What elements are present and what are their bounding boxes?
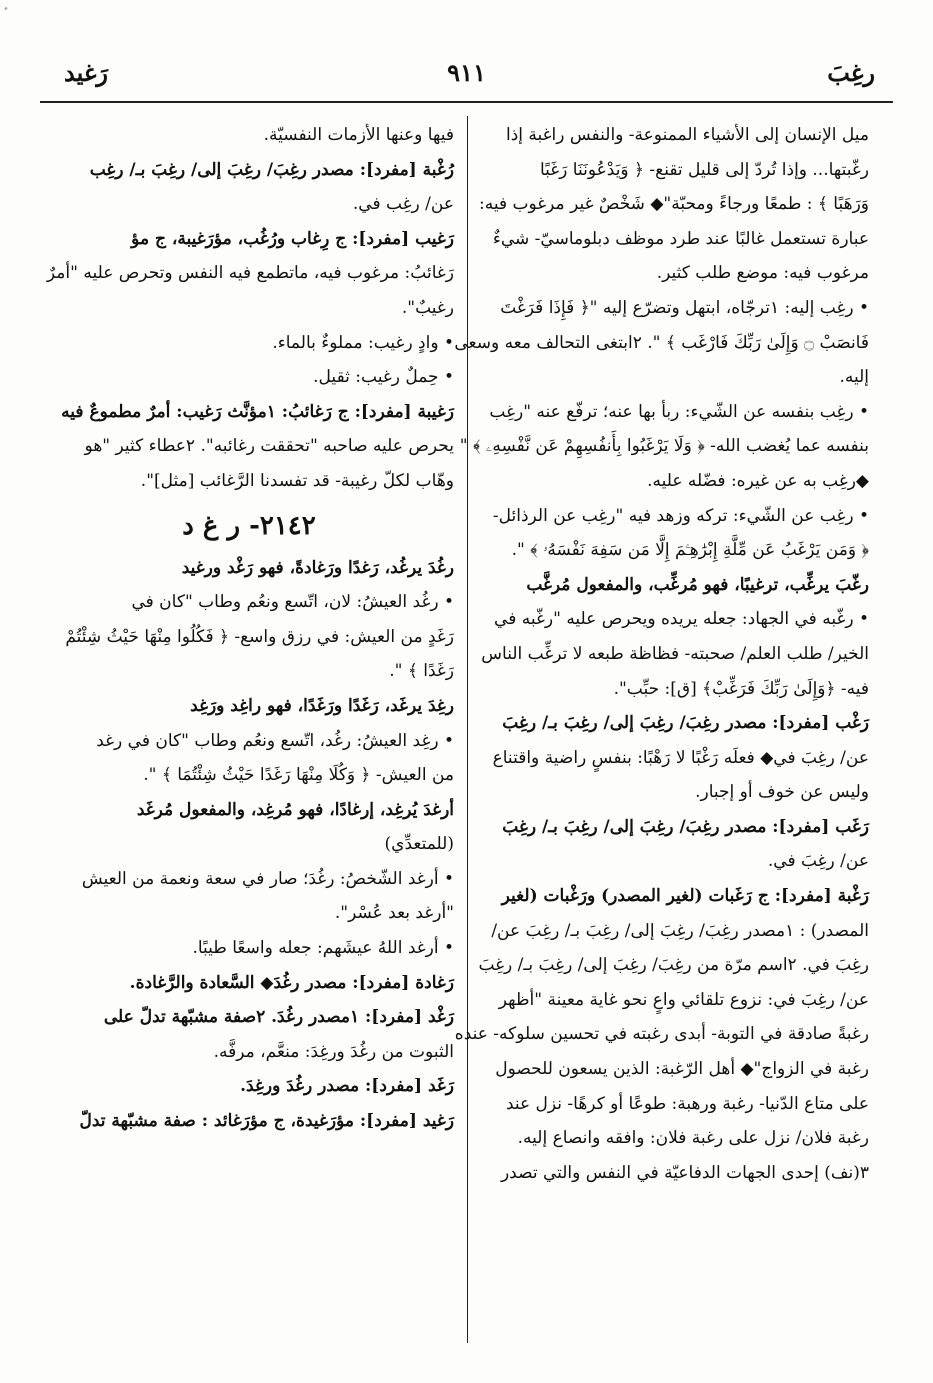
- text-line: • رغِد العيشُ: رغُد، اتّسع ونعُم وطاب "كان في رغد: [96, 730, 454, 751]
- text-line: • أرغد الشّخصُ: رغُدَ؛ صار في سعة ونعمة من العيش: [81, 868, 454, 889]
- text-line: رغّبَ يرغِّب، ترغيبًا، فهو مُرغِّب، والمفعول مُرغَّب: [526, 574, 869, 595]
- corner-mark: ﾞ: [4, 6, 11, 20]
- text-line: رَغَدًا ﴾ ".: [389, 661, 454, 682]
- right-column: [454, 118, 869, 1190]
- text-line: الثبوت من رغُدَ ورغِدَ: منعَّم، مرفَّه.: [213, 1041, 454, 1062]
- text-line: رغبةً صادقة في التوبة- أبدى رغبته في تحسين سلوكه- عنده: [454, 1024, 869, 1045]
- text-line: فيه- ﴿وَإِلَىٰ رَبِّكَ فَرَغِّبْ﴾ [ق]: حبِّب".: [613, 678, 869, 699]
- text-line: عن/ رغِبَ في: نزوع تلقائي واعٍ نحو غاية معينة "أظهر: [498, 989, 869, 1010]
- page-number: ٩١١: [447, 58, 486, 87]
- text-line: رَغيبة [مفرد]: ج رَغائبُ: ١مؤنَّث رَغيب: أمرٌ مطموعٌ فيه: [61, 401, 454, 422]
- text-line: من العيش- ﴿ وَكُلَا مِنْهَا رَغَدًا حَيْثُ شِئْتُمَا ﴾ ".: [143, 765, 454, 786]
- text-line: ميل الإنسان إلى الأشياء الممنوعة- والنفس راغبة إذا: [505, 125, 869, 145]
- text-line: • رغِب إليه: ١ترجّاه، ابتهل وتضرّع إليه "﴿ فَإِذَا فَرَغْتَ: [500, 297, 869, 318]
- text-line: رَغْبة [مفرد]: ج رَغَبات (لغير المصدر) ورَغْبات (لغير: [501, 886, 869, 907]
- text-line: عن/ رغِبَ في.: [767, 851, 869, 872]
- text-line: عن/ رغِبَ في◆ فعلَه رَغْبًا لا رَهْبًا: بنفسٍ راضية واقتناع: [492, 747, 869, 768]
- text-line: ﴿ وَمَن يَرْغَبُ عَن مِّلَّةِ إِبْرَٰهِـۧمَ إِلَّا مَن سَفِهَ نَفْسَهُۥ ﴾ ".: [511, 540, 869, 561]
- text-line: وليس عن خوف أو إجبار.: [695, 782, 869, 803]
- text-line: الخير/ طلب العلم/ صحبته- فظاظة طبعه لا ترغِّب الناس: [481, 643, 869, 664]
- text-line: رَغَب [مفرد]: مصدر رغِبَ/ رغِبَ إلى/ رغِبَ بـ/ رغِبَ: [502, 816, 869, 837]
- text-line: وَرَهَبًا ﴾ : طمعًا ورجاءً ومحبّة"◆ شَخْصٌ غير مرغوب فيه:: [479, 194, 869, 215]
- text-line: بنفسه عما يُغضب الله- ﴿ وَلَا يَرْغَبُوا بِأَنفُسِهِمْ عَن نَّفْسِهِۦ ﴾ ": [459, 436, 869, 457]
- text-line: ٣(نف) إحدى الجهات الدفاعيّة في النفس والتي تصدر: [500, 1162, 869, 1183]
- text-line: رغِدَ يرغَد، رَغَدًا ورَغَدًا، فهو راغِد ورَغِد: [190, 695, 454, 716]
- guide-word-last: رَغيد: [64, 58, 108, 87]
- text-line: رَغائبُ: مرغوب فيه، ماتطمع فيه النفس وتحرص عليه "أمرٌ: [46, 263, 454, 284]
- text-line: • وادٍ رغيب: مملوءٌ بالماء.: [272, 332, 454, 353]
- text-line: عن/ رغِب في.: [352, 194, 454, 215]
- header-rule: [40, 101, 893, 103]
- text-line: • رغُد العيشُ: لان، اتّسع ونعُم وطاب "كان في: [131, 592, 454, 613]
- text-line: على متاع الدّنيا- رغبة ورهبة: طوعًا أو كرهًا- نزل عند: [505, 1093, 869, 1114]
- text-line: "أرغد بعد عُسْر".: [334, 903, 454, 924]
- text-line: عبارة تستعمل غالبًا عند طرد موظف دبلوماسيّ- شيءٌ: [492, 228, 869, 249]
- left-column-part-b: [44, 551, 454, 1139]
- text-line: فَانصَبْ ۝ وَإِلَىٰ رَبِّكَ فَارْغَب ﴾ ". ٢ابتغى التحالف معه وسعى: [454, 332, 869, 353]
- text-line: رغُدَ يرغُد، رَغدًا ورَغادةً، فهو رَغْد ورغيد: [181, 557, 454, 578]
- text-line: رَغْد [مفرد]: ١مصدر رغُدَ. ٢صفة مشبّهة تدلّ على: [103, 1007, 454, 1028]
- guide-word-first: رغِبَ: [827, 58, 875, 87]
- text-line: إليه.: [839, 367, 869, 388]
- text-line: • حِملٌ رغيب: ثقيل.: [313, 367, 454, 388]
- text-line: فيها وعنها الأزمات النفسيّة.: [263, 125, 454, 145]
- left-column: [44, 118, 454, 1139]
- text-line: رَغيد [مفرد]: مؤرَغيدة، ج مؤرَغائد : صفة مشبّهة تدلّ: [79, 1111, 454, 1132]
- text-line: رغِبَ في. ٢اسم مرّة من رغِبَ/ رغِبَ إلى/ رغِبَ بـ/ رغِبَ: [478, 955, 869, 976]
- text-line: • رغّبه في الجهاد: جعله يريده ويحرص عليه "رغّبه في: [494, 609, 869, 630]
- text-line: ◆رغِب به عن غيره: فضّله عليه.: [647, 470, 869, 491]
- text-line: المصدر) : ١مصدر رغِبَ/ رغِبَ إلى/ رغِبَ بـ/ رغِبَ عن/: [491, 920, 869, 941]
- text-line: رَغَدٍ من العيش: في رزق واسع- ﴿ فَكُلُوا مِنْهَا حَيْثُ شِئْتُمْ: [65, 626, 454, 647]
- page-header: [40, 56, 893, 100]
- text-line: رَغادة [مفرد]: مصدر رغُدَ◆ السَّعادة والرَّغادة.: [129, 972, 454, 993]
- column-divider: [467, 116, 468, 1343]
- text-line: رغيبٌ".: [401, 297, 454, 318]
- text-line: رُغْبة [مفرد]: مصدر رغِبَ/ رغِبَ إلى/ رغِبَ بـ/ رغِب: [89, 159, 454, 180]
- text-line: • رغِب عن الشّيء: تركه وزهد فيه "رغِب عن الرذائل-: [492, 505, 869, 526]
- text-line: (للمتعدِّي): [384, 834, 454, 855]
- text-line: يحرص عليه صاحبه "تحققت رغائبه". ٢عطاء كثير "هو: [84, 436, 454, 457]
- text-line: رغبة في الزواج"◆ أهل الرّغبة: الذين يسعون للحصول: [495, 1059, 869, 1080]
- text-line: وهّاب لكلّ رغيبة- قد تفسدنا الرَّغائب [مثل]".: [140, 470, 454, 491]
- text-line: أرغدَ يُرغِد، إرغادًا، فهو مُرغِد، والمفعول مُرغَد: [136, 799, 454, 820]
- text-line: • أرغد اللهُ عيشَهم: جعله واسعًا طيبًا.: [192, 938, 454, 959]
- text-line: رَغيب [مفرد]: ج رِغاب ورُغُب، مؤرَغيبة، ج مؤ: [131, 228, 454, 249]
- text-line: رَغَد [مفرد]: مصدر رغُدَ ورغِدَ.: [240, 1076, 454, 1097]
- section-title: ٢١٤٢- ر غ د: [182, 510, 316, 541]
- text-line: مرغوب فيه: موضع طلب كثير.: [656, 263, 869, 284]
- text-line: رغبة فلان/ نزل على رغبة فلان: وافقه وانصاع إليه.: [517, 1128, 869, 1149]
- left-column-part-a: [44, 118, 454, 499]
- text-line: رَغْب [مفرد]: مصدر رغِبَ/ رغِبَ إلى/ رغِبَ بـ/ رغِبَ: [502, 713, 869, 734]
- text-line: • رغِب بنفسه عن الشّيء: ربأ بها عنه؛ ترفّع عنه "رغِب: [489, 401, 869, 422]
- text-line: رغّبتها... وإذا تُردّ إلى قليل تقنع- ﴿ وَيَدْعُونَنَا رَغَبًا: [539, 159, 869, 180]
